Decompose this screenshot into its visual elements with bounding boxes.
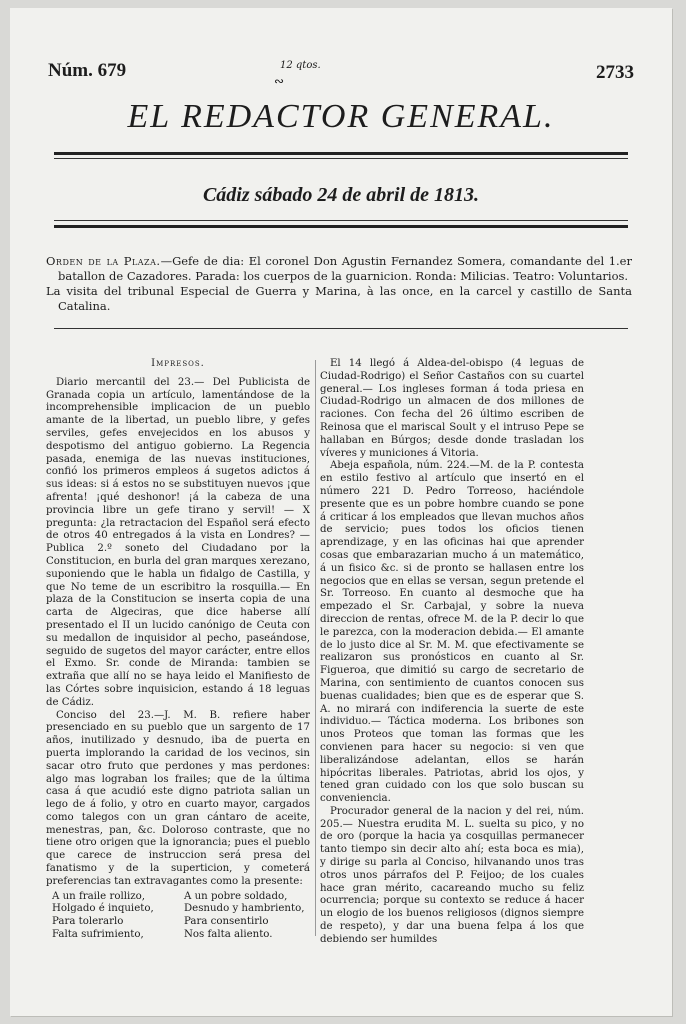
orden-visit-text: La visita del tribunal Especial de Guerra y Marina, à las once, en la carcel y castillo de Santa Catalina. bbox=[46, 284, 632, 313]
newspaper-title: EL REDACTOR GENERAL. bbox=[127, 98, 555, 135]
article-castanos: El 14 llegó á Aldea-del-obispo (4 leguas de Ciudad-Rodrigo) el Señor Castaños con su cuartel general.— Los ingleses forman á toda priesa en Ciudad-Rodrigo un almacen de dos millones de raciones. Con fecha del 26 último escriben de Reinosa que el mariscal Soult y el intruso Pepe se hallaban en Búrgos; desde donde trasladan los víveres y municiones á Vitoria. bbox=[320, 358, 584, 459]
verse-line: Nos falta aliento. bbox=[184, 929, 273, 941]
verse-line: Para tolerarlo bbox=[52, 916, 124, 928]
issue-number: Núm. 679 bbox=[48, 60, 127, 81]
article-abeja-espanola: Abeja española, núm. 224.—M. de la P. contesta en estilo festivo al artículo que insertó en el número 221 D. Pedro Torreoso, haciéndole presente que es un pobre hombre cuando se pone á criticar á los empleados que llevan muchos años de servicio; pues todos los oficios tienen aprendizage, y en las oficinas hai que aprender cosas que embarazarian mucho á un matemático, á un fisico &c. si de pronto se hallasen entre los negocios que en ellas se versan, segun pretende el Sr. Torreoso. En cuanto al desmoche que ha empezado el Sr. Carbajal, y sobre la nueva direccion de rentas, ofrece M. de la P. decir lo que le parezca, con la moderacion debida.— El amante de lo justo dice al Sr. M. M. que efectivamente se realizaron sus pronósticos en cuanto al Sr. Figueroa, que dimitió su cargo de secretario de Marina, con sentimiento de cuantos conocen sus buenas cualidades; bien que es de esperar que S. A. no mirará con indiferencia la suerte de este individuo.— Táctica moderna. Los bribones son unos Proteos que toman las formas que les convienen para hacer su negocio: si ven que liberalizándose adelantan, ellos se harán hipócritas liberales. Patriotas, abrid los ojos, y tened gran cuidado con los que solo buscan su conveniencia. bbox=[320, 460, 584, 805]
column-divider bbox=[315, 360, 316, 936]
newspaper-page bbox=[10, 8, 672, 1016]
quarto-note: 12 qtos. bbox=[280, 60, 321, 71]
masthead-top-row bbox=[48, 60, 634, 90]
verse-line: Desnudo y hambriento, bbox=[184, 903, 305, 915]
divider-rule bbox=[54, 158, 628, 159]
divider-rule bbox=[54, 328, 628, 329]
verse-line: Holgado é inquieto, bbox=[52, 903, 154, 915]
left-column bbox=[46, 358, 310, 941]
verse-line: A un fraile rollizo, bbox=[52, 890, 145, 902]
verse-line: Falta sufrimiento, bbox=[52, 929, 144, 941]
verse-line: A un pobre soldado, bbox=[184, 890, 288, 902]
section-heading-impresos: Impresos. bbox=[151, 358, 205, 369]
article-diario-mercantil: Diario mercantil del 23.— Del Publicista de Granada copia un artículo, lamentándose de la incomprehensible implicacion de un pueblo amante de la libertad, un pueblo libre, y gefes serviles, gefes envejecidos en los abusos y despotismo del antiguo gobierno. La Regencia pasada, enemiga de las nuevas instituciones, confió los primeros empleos á sugetos adictos á sus ideas: si á estos no se substituyen nuevos ¡que afrenta! ¡qué deshonor! ¡á la cabeza de una provincia libre un gefe tirano y servil! — X pregunta: ¿la retractacion del Español será efecto de otros 40 entregados á la vista en Londres? —Publica 2.º soneto del Ciudadano por la Constitucion, en burla del gran marques xerezano, suponiendo que le habla un fidalgo de Castilla, y que No teme de un escribitro la rosquilla.— En plaza de la Constitucion se inserta copia de una carta de Algeciras, que dice haberse allí presentado el II un lucido canónigo de Ceuta con su medallon de inquisidor al pecho, paseándose, seguido de sugetos del mayor carácter, entre ellos el Exmo. Sr. conde de Miranda: tambien se extraña que allí no se haya leido el Manifiesto de las Córtes sobre inquisicion, estando á 18 leguas de Cádiz. bbox=[46, 376, 310, 708]
orden-text: —Gefe de dia: El coronel Don Agustin Fernandez Somera, comandante del 1.er batallon de Cazadores. Parada: los cuerpos de la guarnicion. Ronda: Milicias. Teatro: Voluntarios. bbox=[58, 254, 632, 283]
ornament-icon: ∾ bbox=[274, 74, 285, 88]
divider-rule bbox=[54, 220, 628, 221]
article-conciso: Conciso del 23.—J. M. B. refiere haber presenciado en su pueblo que un sargento de 17 años, inutilizado y desnudo, iba de puerta en puerta implorando la caridad de los vecinos, sin sacar otro fruto que perdones y mas perdones: algo mas lograban los frailes; que de la última casa á que acudió este digno patriota salian un lego de á folio, y otro en cuarto mayor, cargados como talegos con un gran cántaro de aceite, menestras, pan, &c. Doloroso contraste, que no tiene otro origen que la ignorancia; pues el pueblo que carece de instruccion será presa del fanatismo y de la superticion, y cometerá preferencias tan extravagantes como la presente: bbox=[46, 709, 310, 887]
divider-rule bbox=[54, 225, 628, 228]
orden-lead: Orden de la Plaza. bbox=[46, 254, 161, 268]
orden-de-la-plaza bbox=[46, 254, 632, 314]
verse-line: Para consentirlo bbox=[184, 916, 269, 928]
right-column bbox=[320, 358, 584, 945]
divider-rule bbox=[54, 152, 628, 155]
article-procurador-general: Procurador general de la nacion y del rei, núm. 205.— Nuestra erudita M. L. suelta su pico, y no de oro (porque la hacia ya cosquillas permanecer tanto tiempo sin decir alto ahí; esta boca es mia), y dirige su parla al Conciso, hilvanando unos tras otros unos párrafos del P. Feijoo; de los cuales hace gran mérito, cacareando mucho su feliz ocurrencia; porque su contexto se reduce á hacer un elogio de los buenos religiosos (dignos siempre de respeto), y dar una buena felpa á los que debiendo ser humildes bbox=[320, 805, 584, 945]
page-number: 2733 bbox=[596, 62, 634, 83]
verse-stanza bbox=[46, 891, 310, 942]
issue-date: Cádiz sábado 24 de abril de 1813. bbox=[202, 184, 480, 206]
